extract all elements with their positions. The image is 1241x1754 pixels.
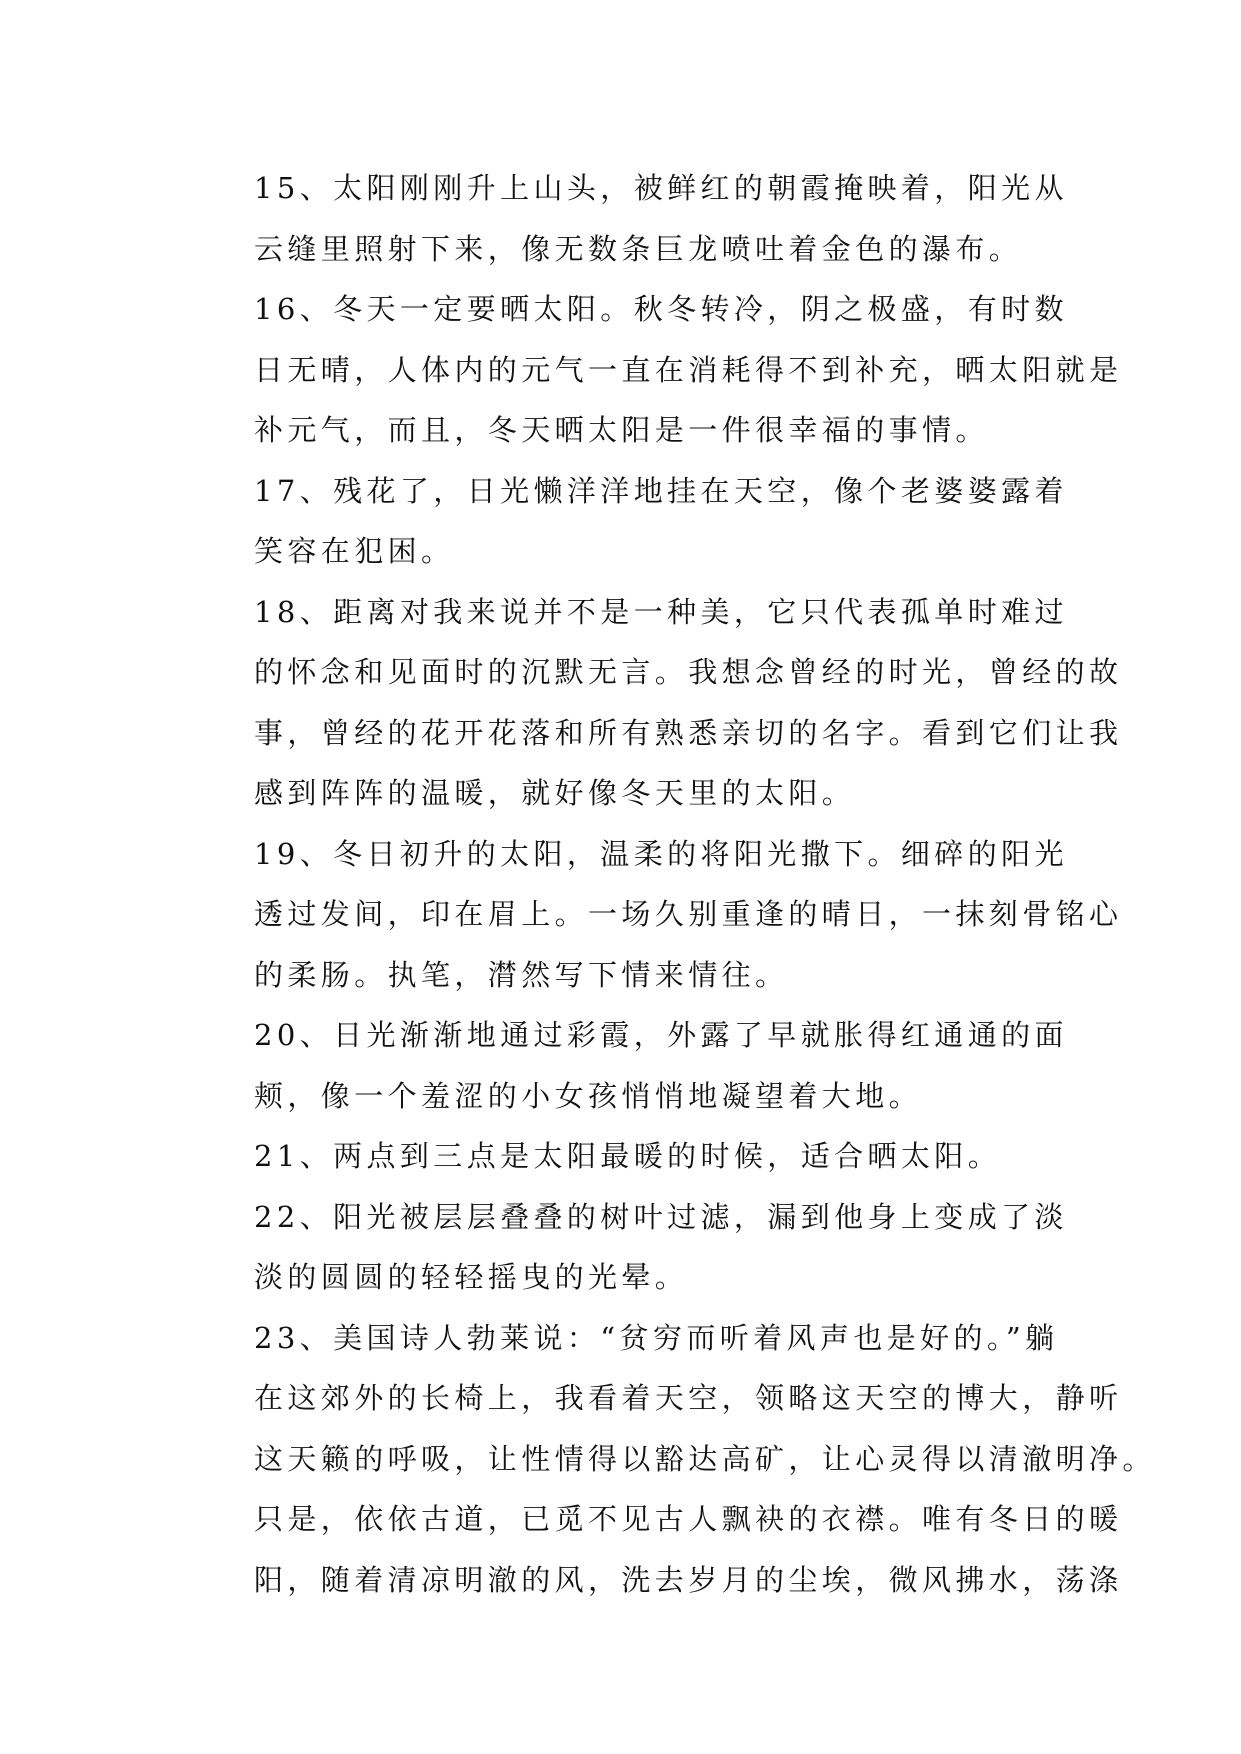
text-line: 18、距离对我来说并不是一种美，它只代表孤单时难过 [254, 594, 1068, 629]
text-line: 20、日光渐渐地通过彩霞，外露了早就胀得红通通的面 [254, 1018, 1068, 1052]
paragraph-22 [190, 1187, 1068, 1308]
paragraph-20 [190, 1005, 1068, 1126]
paragraph-16 [190, 279, 1123, 461]
text-line: 云缝里照射下来，像无数条巨龙喷吐着金色的瀑布。 [254, 231, 1023, 266]
text-line: 19、冬日初升的太阳，温柔的将阳光撒下。细碎的阳光 [254, 836, 1068, 871]
paragraph-19 [190, 824, 1123, 1006]
text-line: 笑容在犯困。 [254, 534, 455, 568]
paragraph-15 [190, 158, 1068, 279]
paragraph-17 [190, 461, 1068, 582]
text-line: 的怀念和见面时的沉默无言。我想念曾经的时光，曾经的故 [254, 655, 1123, 689]
text-line: 16、冬天一定要晒太阳。秋冬转冷，阴之极盛，有时数 [254, 292, 1068, 326]
document-body [190, 158, 1156, 1610]
text-line: 日无晴，人体内的元气一直在消耗得不到补充，晒太阳就是 [254, 352, 1123, 387]
text-line: 15、太阳刚刚升上山头，被鲜红的朝霞掩映着，阳光从 [254, 171, 1068, 205]
text-line: 透过发间，印在眉上。一场久别重逢的晴日，一抹刻骨铭心 [254, 897, 1123, 931]
text-line: 补元气，而且，冬天晒太阳是一件很幸福的事情。 [254, 413, 989, 447]
text-line: 的柔肠。执笔，潸然写下情来情往。 [254, 957, 789, 992]
text-line: 淡的圆圆的轻轻摇曳的光晕。 [254, 1260, 689, 1294]
text-line: 21、两点到三点是太阳最暖的时候，适合晒太阳。 [254, 1139, 1002, 1173]
text-line: 只是，依依古道，已觅不见古人飘袂的衣襟。唯有冬日的暖 [254, 1502, 1123, 1536]
text-line: 颊，像一个羞涩的小女孩悄悄地凝望着大地。 [254, 1078, 923, 1113]
paragraph-18 [190, 582, 1123, 824]
paragraph-21 [190, 1126, 1055, 1187]
text-line: 17、残花了，日光懒洋洋地挂在天空，像个老婆婆露着 [254, 473, 1068, 508]
text-line: 这天籁的呼吸，让性情得以豁达高矿，让心灵得以清澈明净。 [254, 1441, 1156, 1476]
text-line: 23、美国诗人勃莱说：“贫穷而听着风声也是好的。”躺 [254, 1320, 1059, 1355]
text-line: 22、阳光被层层叠叠的树叶过滤，漏到他身上变成了淡 [254, 1199, 1068, 1234]
text-line: 在这郊外的长椅上，我看着天空，领略这天空的博大，静听 [254, 1381, 1123, 1415]
text-line: 阳，随着清凉明澈的风，洗去岁月的尘埃，微风拂水，荡涤 [254, 1562, 1123, 1597]
text-line: 感到阵阵的温暖，就好像冬天里的太阳。 [254, 776, 856, 810]
text-line: 事，曾经的花开花落和所有熟悉亲切的名字。看到它们让我 [254, 715, 1123, 750]
paragraph-23 [190, 1308, 1156, 1611]
